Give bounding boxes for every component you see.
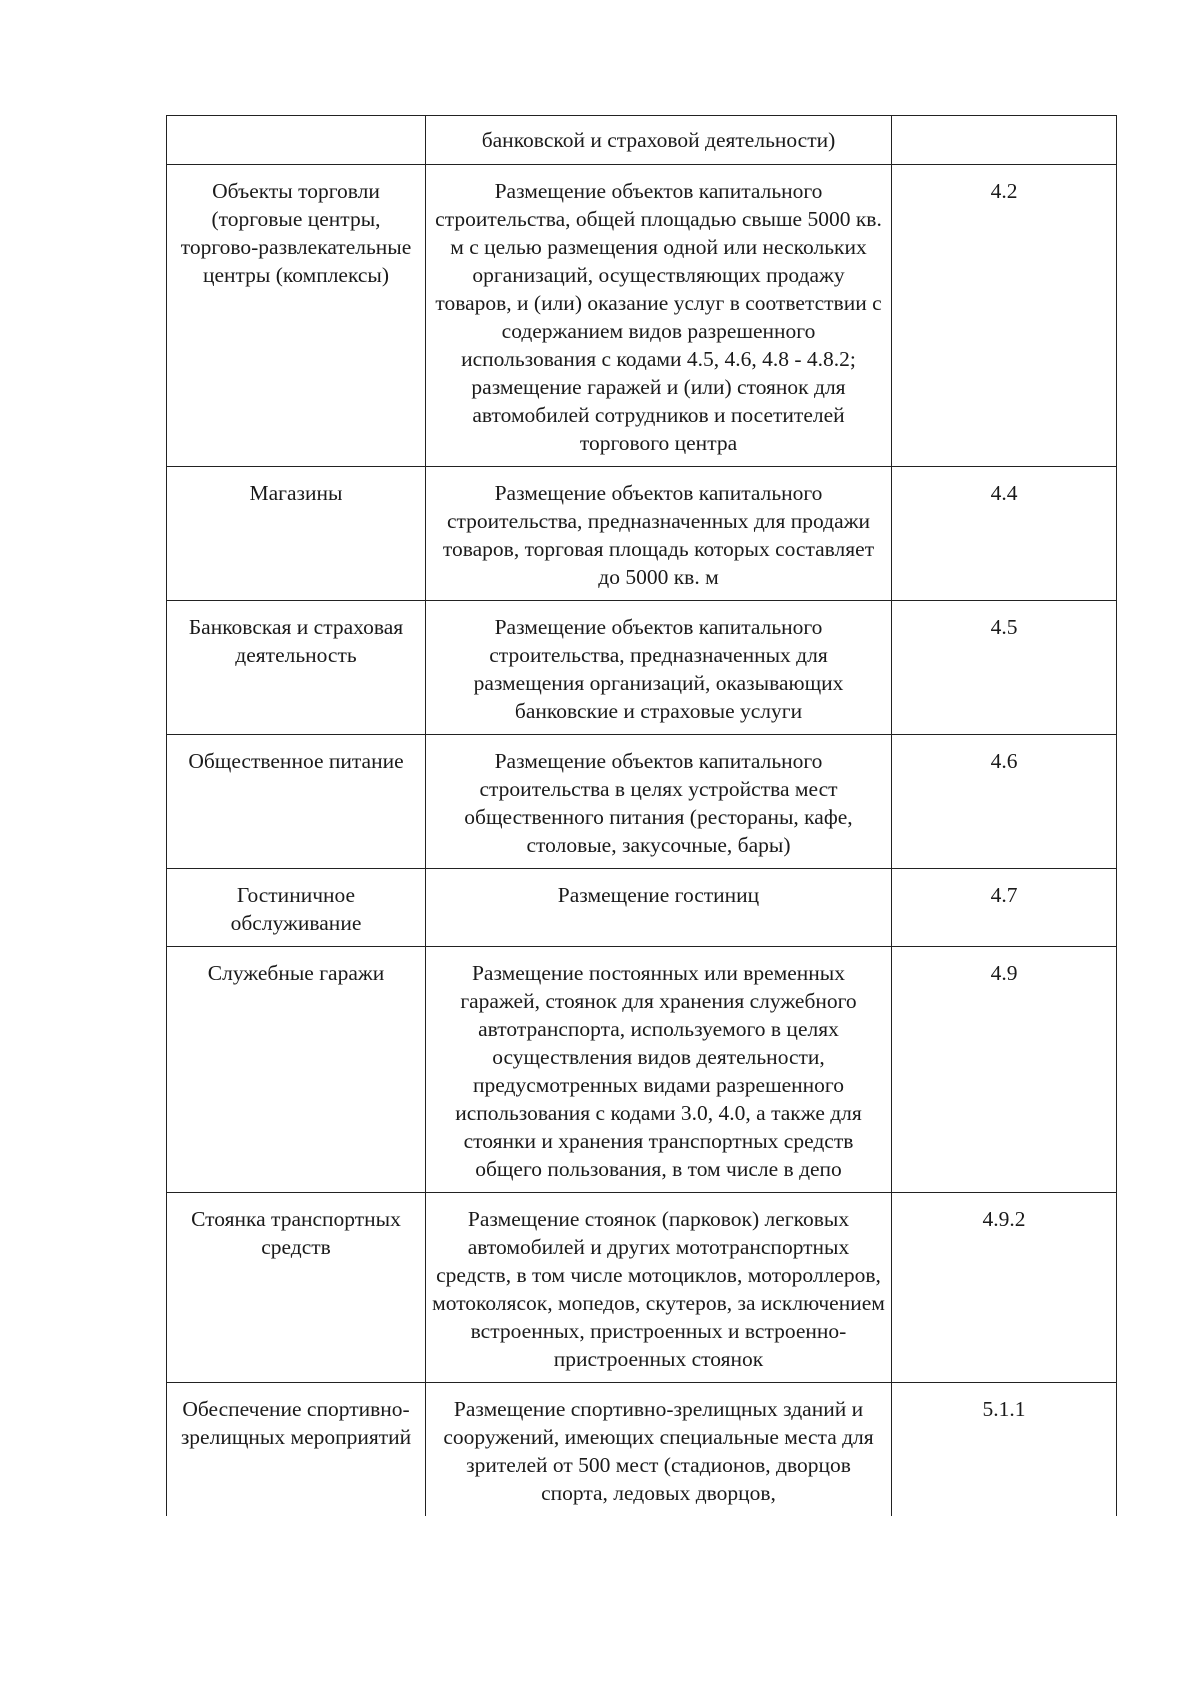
use-type-description: Размещение объектов капитального строительства в целях устройства мест общественного питания (рестораны, кафе, столовые, закусочные, бары): [426, 735, 892, 869]
use-type-code: 4.6: [892, 735, 1117, 869]
use-type-name: Обеспечение спортивно-зрелищных мероприятий: [167, 1383, 426, 1517]
table-row: [167, 467, 1117, 601]
table-row: [167, 735, 1117, 869]
use-type-description: Размещение объектов капитального строительства, предназначенных для продажи товаров, торговая площадь которых составляет до 5000 кв. м: [426, 467, 892, 601]
use-type-code: 4.2: [892, 165, 1117, 467]
use-type-description: Размещение объектов капитального строительства, общей площадью свыше 5000 кв. м с целью размещения одной или нескольких организаций, осуществляющих продажу товаров, и (или) оказание услуг в соответствии с содержанием видов разрешенного использования с кодами 4.5, 4.6, 4.8 - 4.8.2; размещение гаражей и (или) стоянок для автомобилей сотрудников и посетителей торгового центра: [426, 165, 892, 467]
use-type-description: Размещение объектов капитального строительства, предназначенных для размещения организаций, оказывающих банковские и страховые услуги: [426, 601, 892, 735]
table-row: [167, 869, 1117, 947]
use-type-description: Размещение спортивно-зрелищных зданий и сооружений, имеющих специальные места для зрителей от 500 мест (стадионов, дворцов спорта, ледовых дворцов,: [426, 1383, 892, 1517]
land-use-table: [166, 115, 1117, 1516]
use-type-name: Стоянка транспортных средств: [167, 1193, 426, 1383]
use-type-code: 4.7: [892, 869, 1117, 947]
use-type-name: Банковская и страховая деятельность: [167, 601, 426, 735]
use-type-description: Размещение постоянных или временных гаражей, стоянок для хранения служебного автотранспорта, используемого в целях осуществления видов деятельности, предусмотренных видами разрешенного использования с кодами 3.0, 4.0, а также для стоянки и хранения транспортных средств общего пользования, в том числе в депо: [426, 947, 892, 1193]
use-type-code: 4.5: [892, 601, 1117, 735]
table-row: [167, 1383, 1117, 1517]
use-type-code: 4.4: [892, 467, 1117, 601]
table-row: [167, 947, 1117, 1193]
use-type-name: Магазины: [167, 467, 426, 601]
table-row: [167, 1193, 1117, 1383]
use-type-name: Объекты торговли (торговые центры, торгово-развлекательные центры (комплексы): [167, 165, 426, 467]
use-type-name: Общественное питание: [167, 735, 426, 869]
use-type-code: 4.9.2: [892, 1193, 1117, 1383]
table-row: [167, 116, 1117, 165]
use-type-name: Служебные гаражи: [167, 947, 426, 1193]
use-type-code: 4.9: [892, 947, 1117, 1193]
table-row: [167, 165, 1117, 467]
use-type-code: 5.1.1: [892, 1383, 1117, 1517]
use-type-description: банковской и страховой деятельности): [426, 116, 892, 165]
use-type-description: Размещение стоянок (парковок) легковых автомобилей и других мототранспортных средств, в том числе мотоциклов, мотороллеров, мотоколясок, мопедов, скутеров, за исключением встроенных, пристроенных и встроенно-пристроенных стоянок: [426, 1193, 892, 1383]
use-type-code: [892, 116, 1117, 165]
use-type-name: Гостиничное обслуживание: [167, 869, 426, 947]
table-row: [167, 601, 1117, 735]
use-type-description: Размещение гостиниц: [426, 869, 892, 947]
use-type-name: [167, 116, 426, 165]
